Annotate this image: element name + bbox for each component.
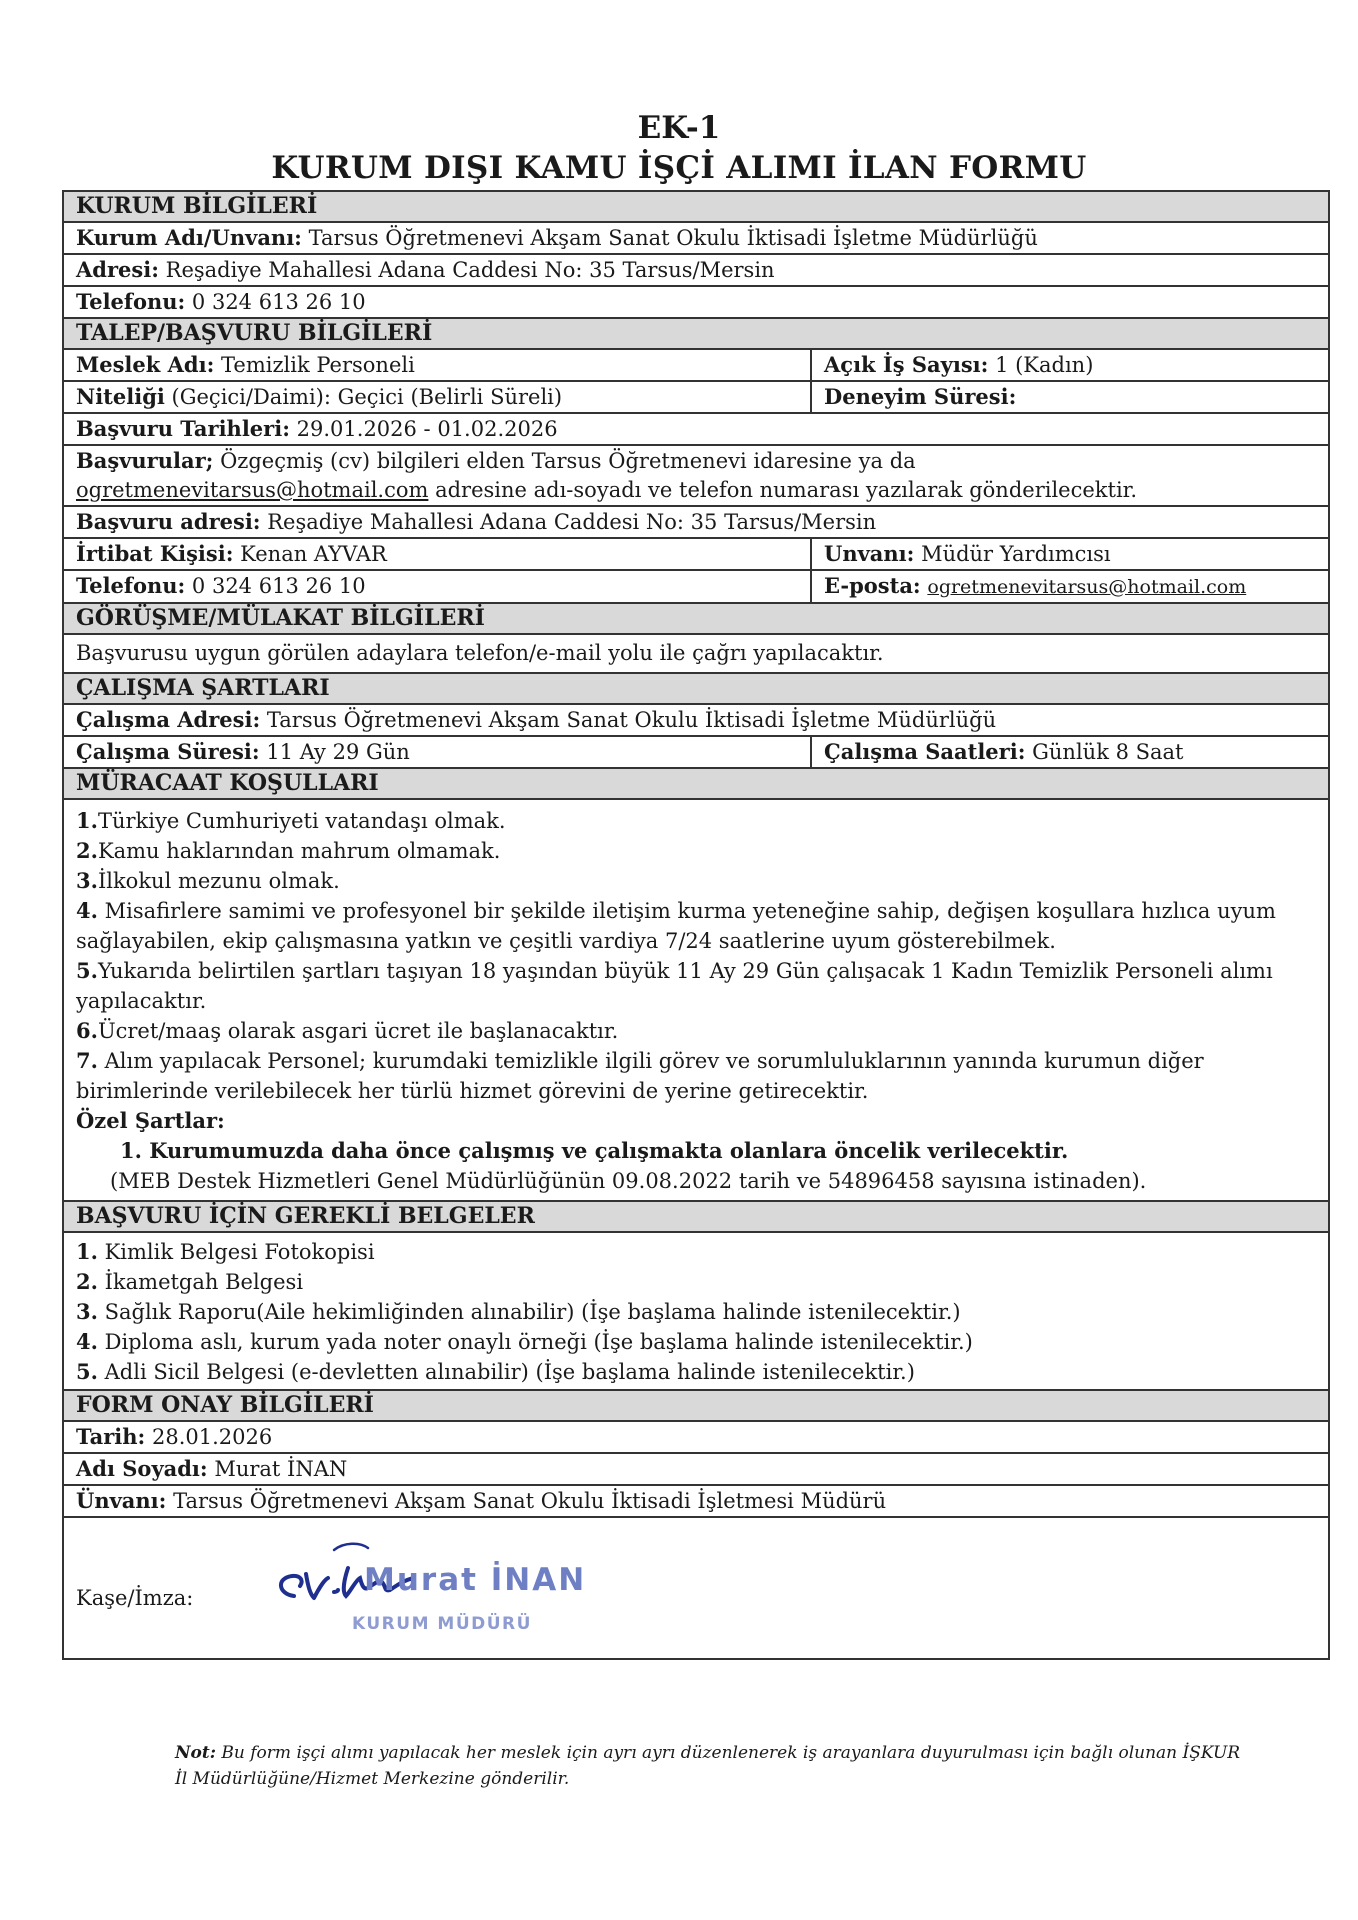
- kurum-name: Tarsus Öğretmenevi Akşam Sanat Okulu İktisadi İşletme Müdürlüğü: [301, 226, 1038, 250]
- section-title: TALEP/BAŞVURU BİLGİLERİ: [76, 320, 433, 346]
- field-label: Başvuru adresi:: [76, 509, 261, 534]
- irtibat-row: [64, 537, 1328, 569]
- section-muracaat-header: [64, 767, 1328, 798]
- section-title: KURUM BİLGİLERİ: [76, 193, 318, 219]
- basvuru-tarih: 29.01.2026 - 01.02.2026: [289, 417, 558, 441]
- field-label: Açık İş Sayısı:: [824, 352, 989, 377]
- list-item: [76, 1046, 1316, 1106]
- item-number: 3.: [76, 868, 98, 893]
- list-item: [76, 956, 1316, 1016]
- section-title: BAŞVURU İÇİN GEREKLİ BELGELER: [76, 1203, 535, 1229]
- item-text: Sağlık Raporu(Aile hekimliğinden alınabilir) (İşe başlama halinde istenilecektir.): [97, 1300, 961, 1324]
- list-item: [76, 1297, 1316, 1327]
- item-text: Ücret/maaş olarak asgari ücret ile başlanacaktır.: [97, 1019, 619, 1043]
- field-label: Telefonu:: [76, 573, 186, 598]
- section-talep-header: [64, 317, 1328, 348]
- form-title: KURUM DIŞI KAMU İŞÇİ ALIMI İLAN FORMU: [271, 150, 1087, 186]
- field-label: Kurum Adı/Unvanı:: [76, 225, 302, 250]
- field-label: Çalışma Adresi:: [76, 707, 261, 732]
- item-number: 7.: [76, 1048, 98, 1073]
- list-item: [76, 866, 1316, 896]
- ozel-sart-item: 1. Kurumumuzda daha önce çalışmış ve çalışmakta olanlara öncelik verilecektir.: [120, 1138, 1069, 1163]
- onay-tarih: 28.01.2026: [145, 1425, 273, 1449]
- kurum-phone: 0 324 613 26 10: [185, 290, 366, 314]
- calisma-adres-row: [64, 703, 1328, 735]
- item-text: Kimlik Belgesi Fotokopisi: [97, 1240, 375, 1264]
- onay-unvan-row: [64, 1484, 1328, 1516]
- list-item: [76, 1357, 1316, 1387]
- item-number: 2.: [76, 1269, 98, 1294]
- list-item: [76, 896, 1316, 956]
- calisma-sure: 11 Ay 29 Gün: [259, 740, 410, 764]
- field-label: Ünvanı:: [76, 1488, 167, 1513]
- note-label: Not:: [175, 1743, 217, 1763]
- field-label: Adı Soyadı:: [76, 1456, 208, 1481]
- calisma-adres: Tarsus Öğretmenevi Akşam Sanat Okulu İktisadi İşletme Müdürlüğü: [260, 708, 997, 732]
- field-label: Çalışma Süresi:: [76, 739, 260, 764]
- kase-imza-label: Kaşe/İmza:: [76, 1586, 194, 1610]
- field-label: Başvurular;: [76, 448, 214, 473]
- field-label: Unvanı:: [824, 541, 915, 566]
- section-title: ÇALIŞMA ŞARTLARI: [76, 675, 330, 701]
- field-label: İrtibat Kişisi:: [76, 541, 234, 566]
- list-item: [76, 836, 1316, 866]
- item-number: 4.: [76, 1329, 98, 1354]
- section-gorusme-header: [64, 602, 1328, 633]
- eposta-link[interactable]: ogretmenevitarsus@hotmail.com: [927, 576, 1247, 598]
- list-item: [76, 1327, 1316, 1357]
- list-item: [76, 1016, 1316, 1046]
- basvurular-text: Özgeçmiş (cv) bilgileri elden Tarsus Öğretmenevi idaresine ya da: [213, 449, 916, 473]
- acik-is-value: 1 (Kadın): [988, 353, 1094, 377]
- item-text: İlkokul mezunu olmak.: [97, 869, 340, 893]
- section-kurum-header: [64, 190, 1328, 221]
- section-belgeler-header: [64, 1200, 1328, 1231]
- section-title: MÜRACAAT KOŞULLARI: [76, 770, 379, 796]
- stamp-title: KURUM MÜDÜRÜ: [352, 1614, 532, 1634]
- field-label: Tarih:: [76, 1424, 146, 1449]
- item-text: Alım yapılacak Personel; kurumdaki temizlikle ilgili görev ve sorumluluklarının yanında kurumun diğer birimlerinde verilebilecek her türlü hizmet görevini de yerine getirecektir.: [76, 1049, 1204, 1103]
- section-title: FORM ONAY BİLGİLERİ: [76, 1392, 374, 1418]
- meslek-row: [64, 348, 1328, 380]
- gorusme-row: [64, 633, 1328, 672]
- basvuru-adres: Reşadiye Mahallesi Adana Caddesi No: 35 Tarsus/Mersin: [260, 510, 877, 534]
- onay-unvan: Tarsus Öğretmenevi Akşam Sanat Okulu İktisadi İşletmesi Müdürü: [166, 1489, 887, 1513]
- kurum-phone-row: [64, 285, 1328, 317]
- basvuru-email-link[interactable]: ogretmenevitarsus@hotmail.com: [76, 478, 429, 502]
- basvurular-text-2: adresine adı-soyadı ve telefon numarası yazılarak gönderilecektir.: [428, 478, 1138, 502]
- section-title: GÖRÜŞME/MÜLAKAT BİLGİLERİ: [76, 605, 485, 631]
- gorusme-text: Başvurusu uygun görülen adaylara telefon/e-mail yolu ile çağrı yapılacaktır.: [76, 641, 884, 665]
- field-label: E-posta:: [824, 573, 921, 598]
- form-note: [175, 1740, 1255, 1792]
- item-text: Adli Sicil Belgesi (e-devletten alınabilir) (İşe başlama halinde istenilecektir.): [97, 1360, 915, 1384]
- irtibat-value: Kenan AYVAR: [233, 542, 387, 566]
- form-code: EK-1: [637, 110, 721, 146]
- kurum-address: Reşadiye Mahallesi Adana Caddesi No: 35 Tarsus/Mersin: [158, 258, 775, 282]
- unvan-value: Müdür Yardımcısı: [914, 542, 1111, 566]
- ozel-sartlar-label: Özel Şartlar:: [76, 1108, 225, 1133]
- item-number: 5.: [76, 958, 98, 983]
- item-number: 2.: [76, 838, 98, 863]
- item-text: Diploma aslı, kurum yada noter onaylı örneği (İşe başlama halinde istenilecektir.): [97, 1330, 973, 1354]
- list-item: [76, 1267, 1316, 1297]
- nitelik-value: (Geçici/Daimi): Geçici (Belirli Süreli): [164, 385, 563, 409]
- field-label: Meslek Adı:: [76, 352, 215, 377]
- kurum-address-row: [64, 253, 1328, 285]
- calisma-saat: Günlük 8 Saat: [1025, 740, 1184, 764]
- field-label: Niteliği: [76, 384, 165, 409]
- basvuru-tarih-row: [64, 412, 1328, 444]
- item-text: İkametgah Belgesi: [97, 1270, 304, 1294]
- item-text: Yukarıda belirtilen şartları taşıyan 18 yaşından büyük 11 Ay 29 Gün çalışacak 1 Kadın Temizlik Personeli alımı yapılacaktır.: [76, 959, 1273, 1013]
- onay-adsoyad: Murat İNAN: [207, 1457, 348, 1481]
- belgeler-row: [64, 1231, 1328, 1389]
- telefon-eposta-row: [64, 569, 1328, 602]
- basvuru-adres-row: [64, 505, 1328, 537]
- section-onay-header: [64, 1389, 1328, 1420]
- basvurular-row: [64, 444, 1328, 505]
- field-label: Çalışma Saatleri:: [824, 739, 1026, 764]
- field-label: Deneyim Süresi:: [824, 384, 1017, 409]
- item-text: Misafirlere samimi ve profesyonel bir şekilde iletişim kurma yeteneğine sahip, değişen koşullara hızlıca uyum sağlayabilen, ekip çalışmasına yatkın ve çeşitli vardiya 7/24 saatlerine uyum gösterebilmek.: [76, 899, 1276, 953]
- nitelik-row: [64, 380, 1328, 412]
- item-number: 6.: [76, 1018, 98, 1043]
- onay-adsoyad-row: [64, 1452, 1328, 1484]
- item-number: 1.: [76, 1239, 98, 1264]
- item-number: 3.: [76, 1299, 98, 1324]
- onay-tarih-row: [64, 1420, 1328, 1452]
- field-label: Telefonu:: [76, 289, 186, 314]
- calisma-sure-row: [64, 735, 1328, 767]
- kase-imza-row: [64, 1516, 1328, 1660]
- item-text: Türkiye Cumhuriyeti vatandaşı olmak.: [97, 809, 506, 833]
- item-number: 5.: [76, 1359, 98, 1384]
- field-label: Başvuru Tarihleri:: [76, 416, 290, 441]
- stamp-name: Murat İNAN: [364, 1562, 587, 1598]
- telefon-value: 0 324 613 26 10: [185, 574, 366, 598]
- list-item: [76, 806, 1316, 836]
- kurum-name-row: [64, 221, 1328, 253]
- ozel-sart-note: (MEB Destek Hizmetleri Genel Müdürlüğünün 09.08.2022 tarih ve 54896458 sayısına istinaden).: [110, 1169, 1147, 1193]
- note-text: Bu form işçi alımı yapılacak her meslek için ayrı ayrı düzenlenerek iş arayanlara duyurulması için bağlı olunan İŞKUR İl Müdürlüğüne/Hizmet Merkezine gönderilir.: [175, 1743, 1241, 1789]
- form-table: [62, 190, 1330, 1660]
- list-item: [76, 1237, 1316, 1267]
- meslek-value: Temizlik Personeli: [214, 353, 415, 377]
- section-calisma-header: [64, 672, 1328, 703]
- item-number: 4.: [76, 898, 98, 923]
- item-number: 1.: [76, 808, 98, 833]
- field-label: Adresi:: [76, 257, 159, 282]
- muracaat-row: [64, 798, 1328, 1200]
- item-text: Kamu haklarından mahrum olmamak.: [97, 839, 501, 863]
